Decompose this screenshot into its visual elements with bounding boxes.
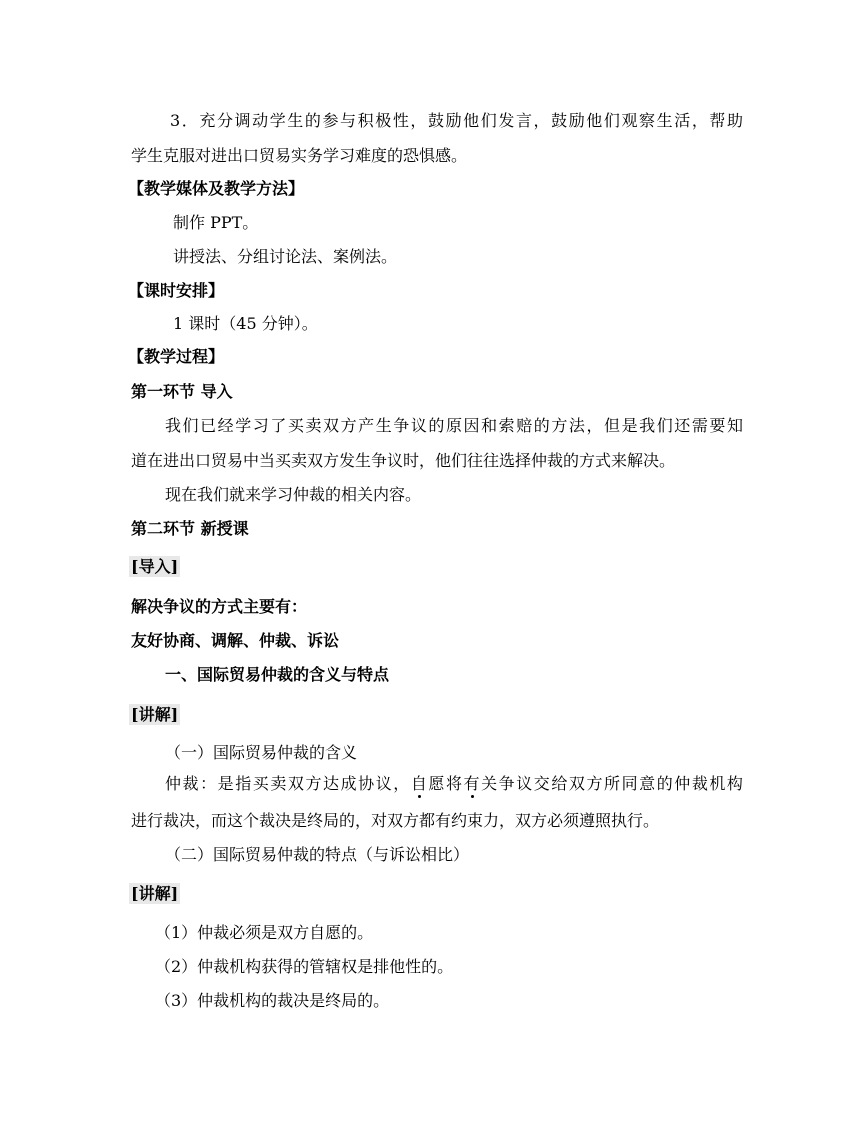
definition-line-1-part-c: 愿将 bbox=[428, 774, 464, 793]
tag-intro-label: [导入] bbox=[131, 557, 179, 576]
step-1-paragraph-2: 现在我们就来学习仲裁的相关内容。 bbox=[165, 485, 422, 504]
media-heading: 【教学媒体及教学方法】 bbox=[128, 179, 305, 198]
subsection-2-title: （二）国际贸易仲裁的特点（与诉讼相比） bbox=[165, 845, 470, 864]
feature-item-1: （1）仲裁必须是双方自愿的。 bbox=[155, 923, 374, 942]
schedule-line-1: 1 课时（45 分钟）。 bbox=[173, 314, 318, 333]
feature-item-2: （2）仲裁机构获得的管辖权是排他性的。 bbox=[155, 957, 454, 976]
objective-3-line-1: 3．充分调动学生的参与积极性，鼓励他们发言，鼓励他们观察生活，帮助 bbox=[170, 111, 743, 130]
step-2-title: 第二环节 新授课 bbox=[131, 519, 249, 538]
media-line-2: 讲授法、分组讨论法、案例法。 bbox=[173, 247, 398, 266]
definition-line-1-dotted-2: 有 bbox=[463, 774, 482, 793]
schedule-heading: 【课时安排】 bbox=[128, 281, 225, 300]
tag-explain-2 bbox=[129, 883, 180, 905]
definition-line-1 bbox=[165, 773, 743, 795]
process-heading: 【教学过程】 bbox=[128, 347, 225, 366]
section-1-title: 一、国际贸易仲裁的含义与特点 bbox=[165, 665, 390, 684]
feature-item-3: （3）仲裁机构的裁决是终局的。 bbox=[155, 991, 390, 1010]
tag-explain-1 bbox=[129, 704, 180, 726]
tag-explain-2-label: [讲解] bbox=[131, 884, 179, 903]
definition-line-1-part-a: 仲裁：是指买卖双方达成协议， bbox=[165, 774, 411, 793]
subsection-1-title: （一）国际贸易仲裁的含义 bbox=[165, 743, 358, 762]
definition-line-1-part-e: 关争议交给双方所同意的仲裁机构 bbox=[481, 774, 743, 793]
objective-3-line-2: 学生克服对进出口贸易实务学习难度的恐惧感。 bbox=[131, 146, 468, 165]
step-1-paragraph-1-line-1: 我们已经学习了买卖双方产生争议的原因和索赔的方法，但是我们还需要知 bbox=[165, 416, 743, 435]
dispute-methods-label: 解决争议的方式主要有： bbox=[131, 597, 308, 616]
tag-intro bbox=[129, 556, 180, 578]
definition-line-1-dotted-1: 自 bbox=[410, 774, 429, 793]
step-1-title: 第一环节 导入 bbox=[131, 382, 233, 401]
tag-explain-1-label: [讲解] bbox=[131, 705, 179, 724]
definition-line-2: 进行裁决，而这个裁决是终局的，对双方都有约束力，双方必须遵照执行。 bbox=[131, 811, 660, 830]
dispute-methods-list: 友好协商、调解、仲裁、诉讼 bbox=[131, 631, 340, 650]
media-line-1: 制作 PPT。 bbox=[173, 213, 259, 232]
step-1-paragraph-1-line-2: 道在进出口贸易中当买卖双方发生争议时，他们往往选择仲裁的方式来解决。 bbox=[131, 451, 676, 470]
